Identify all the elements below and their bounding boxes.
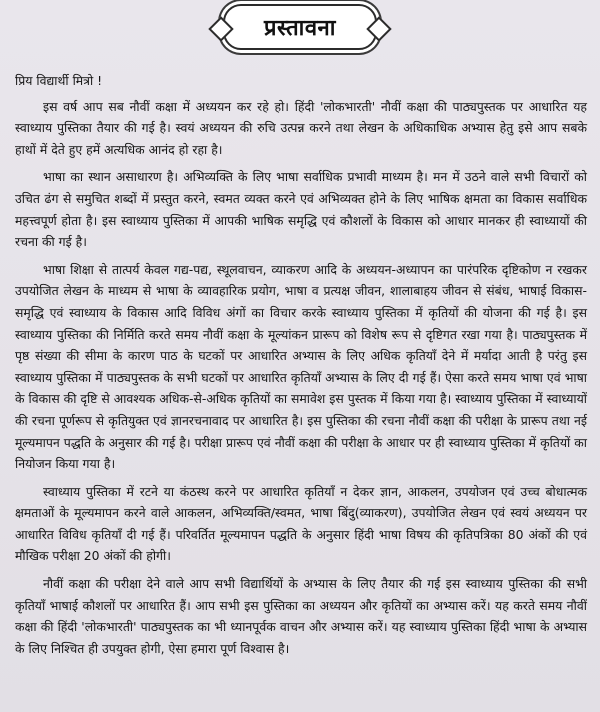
paragraph-4: स्वाध्याय पुस्तिका में रटने या कंठस्थ करने पर आधारित कृतियाँ न देकर ज्ञान, आकलन, उपयोजन एवं उच्च बोधात्मक क्षमताओं के मूल्यमापन करने वाले आकलन, अभिव्यक्ति/स्वमत, भाषा बिंदु(व्याकरण), उपयोजित लेखन एवं स्वयं अध्ययन पर आधारित विविध कृतियाँ दी गई हैं। परिवर्तित मूल्यमापन पद्धति के अनुसार हिंदी भाषा विषय की कृतिपत्रिका 80 अंकों की एवं मौखिक परीक्षा 20 अंकों की होगी। bbox=[15, 483, 587, 564]
paragraph-1: इस वर्ष आप सब नौवीं कक्षा में अध्ययन कर रहे हो। हिंदी 'लोकभारती' नौवीं कक्षा की पाठ्यपुस्तक पर आधारित यह स्वाध्याय पुस्तिका तैयार की गई है। स्वयं अध्ययन की रुचि उत्पन्न करने तथा लेखन के अधिकाधिक अभ्यास हेतु इसे आप सबके हाथों में देते हुए हमें अत्यधिक आनंद हो रहा है। bbox=[15, 98, 587, 157]
salutation: प्रिय विद्यार्थी मित्रो ! bbox=[15, 73, 103, 88]
title-badge bbox=[223, 4, 377, 50]
paragraph-3: भाषा शिक्षा से तात्पर्य केवल गद्य-पद्य, स्थूलवाचन, व्याकरण आदि के अध्ययन-अध्यापन का पारंपरिक दृष्टिकोण न रखकर उपयोजित लेखन के माध्यम से भाषा के व्यावहारिक प्रयोग, भाषा व प्रत्यक्ष जीवन, शालाबाहय जीवन से संबंध, भाषाई विकास-समृद्धि एवं स्वाध्याय के विकास आदि विविध अंगों का विचार करके स्वाध्याय पुस्तिका में कृतियों की योजना की गई है। इस स्वाध्याय पुस्तिका की निर्मिति करते समय नौवीं कक्षा के मूल्यांकन प्रारूप को विशेष रूप से दृष्टिगत रखा गया है। पाठ्यपुस्तक में पृष्ठ संख्या की सीमा के कारण पाठ के घटकों पर आधारित अभ्यास के लिए अधिक कृतियाँ देने में मर्यादा आती है परंतु इस स्वाध्याय पुस्तिका में पाठ्यपुस्तक के सभी घटकों पर आधारित कृतियाँ अभ्यास के लिए दी गई हैं। ऐसा करते समय भाषा एवं भाषा के विकास की दृष्टि से आवश्यक अधिक-से-अधिक कृतियों का समावेश इस पुस्तक में किया गया है। स्वाध्याय पुस्तिका में स्वाध्यायों की रचना पूर्णरूप से कृतियुक्त एवं ज्ञानरचनावाद पर आधारित है। इस पुस्तिका की रचना नौवीं कक्षा की परीक्षा के प्रारूप तथा नई मूल्यमापन पद्धति के अनुसार की गई है। परीक्षा प्रारूप एवं नौवीं कक्षा की परीक्षा के आधार पर ही स्वाध्याय पुस्तिका में कृतियों का नियोजन किया गया है। bbox=[15, 261, 587, 472]
paragraph-2: भाषा का स्थान असाधारण है। अभिव्यक्ति के लिए भाषा सर्वाधिक प्रभावी माध्यम है। मन में उठने वाले सभी विचारों को उचित ढंग से समुचित शब्दों में प्रस्तुत करने, स्वमत व्यक्त करने एवं अभिव्यक्त होने के लिए भाषिक क्षमता का विकास सर्वाधिक महत्त्वपूर्ण होता है। इस स्वाध्याय पुस्तिका में आपकी भाषिक समृद्धि एवं कौशलों के विकास को आधार मानकर ही स्वाध्यायों की रचना की गई है। bbox=[15, 169, 587, 250]
page-title: प्रस्तावना bbox=[258, 12, 342, 42]
preface-body bbox=[15, 70, 587, 665]
title-banner bbox=[0, 4, 600, 50]
paragraph-5: नौवीं कक्षा की परीक्षा देने वाले आप सभी विद्यार्थियों के अभ्यास के लिए तैयार की गई इस स्वाध्याय पुस्तिका की सभी कृतियाँ भाषाई कौशलों पर आधारित हैं। आप सभी इस पुस्तिका का अध्ययन और कृतियों का अभ्यास करें। यह करते समय नौवीं कक्षा की हिंदी 'लोकभारती' पाठ्यपुस्तक का भी ध्यानपूर्वक वाचन और अभ्यास करें। यह स्वाध्याय पुस्तिका हिंदी भाषा के अभ्यास के लिए निश्चित ही उपयुक्त होगी, ऐसा हमारा पूर्ण विश्वास है। bbox=[15, 576, 587, 656]
